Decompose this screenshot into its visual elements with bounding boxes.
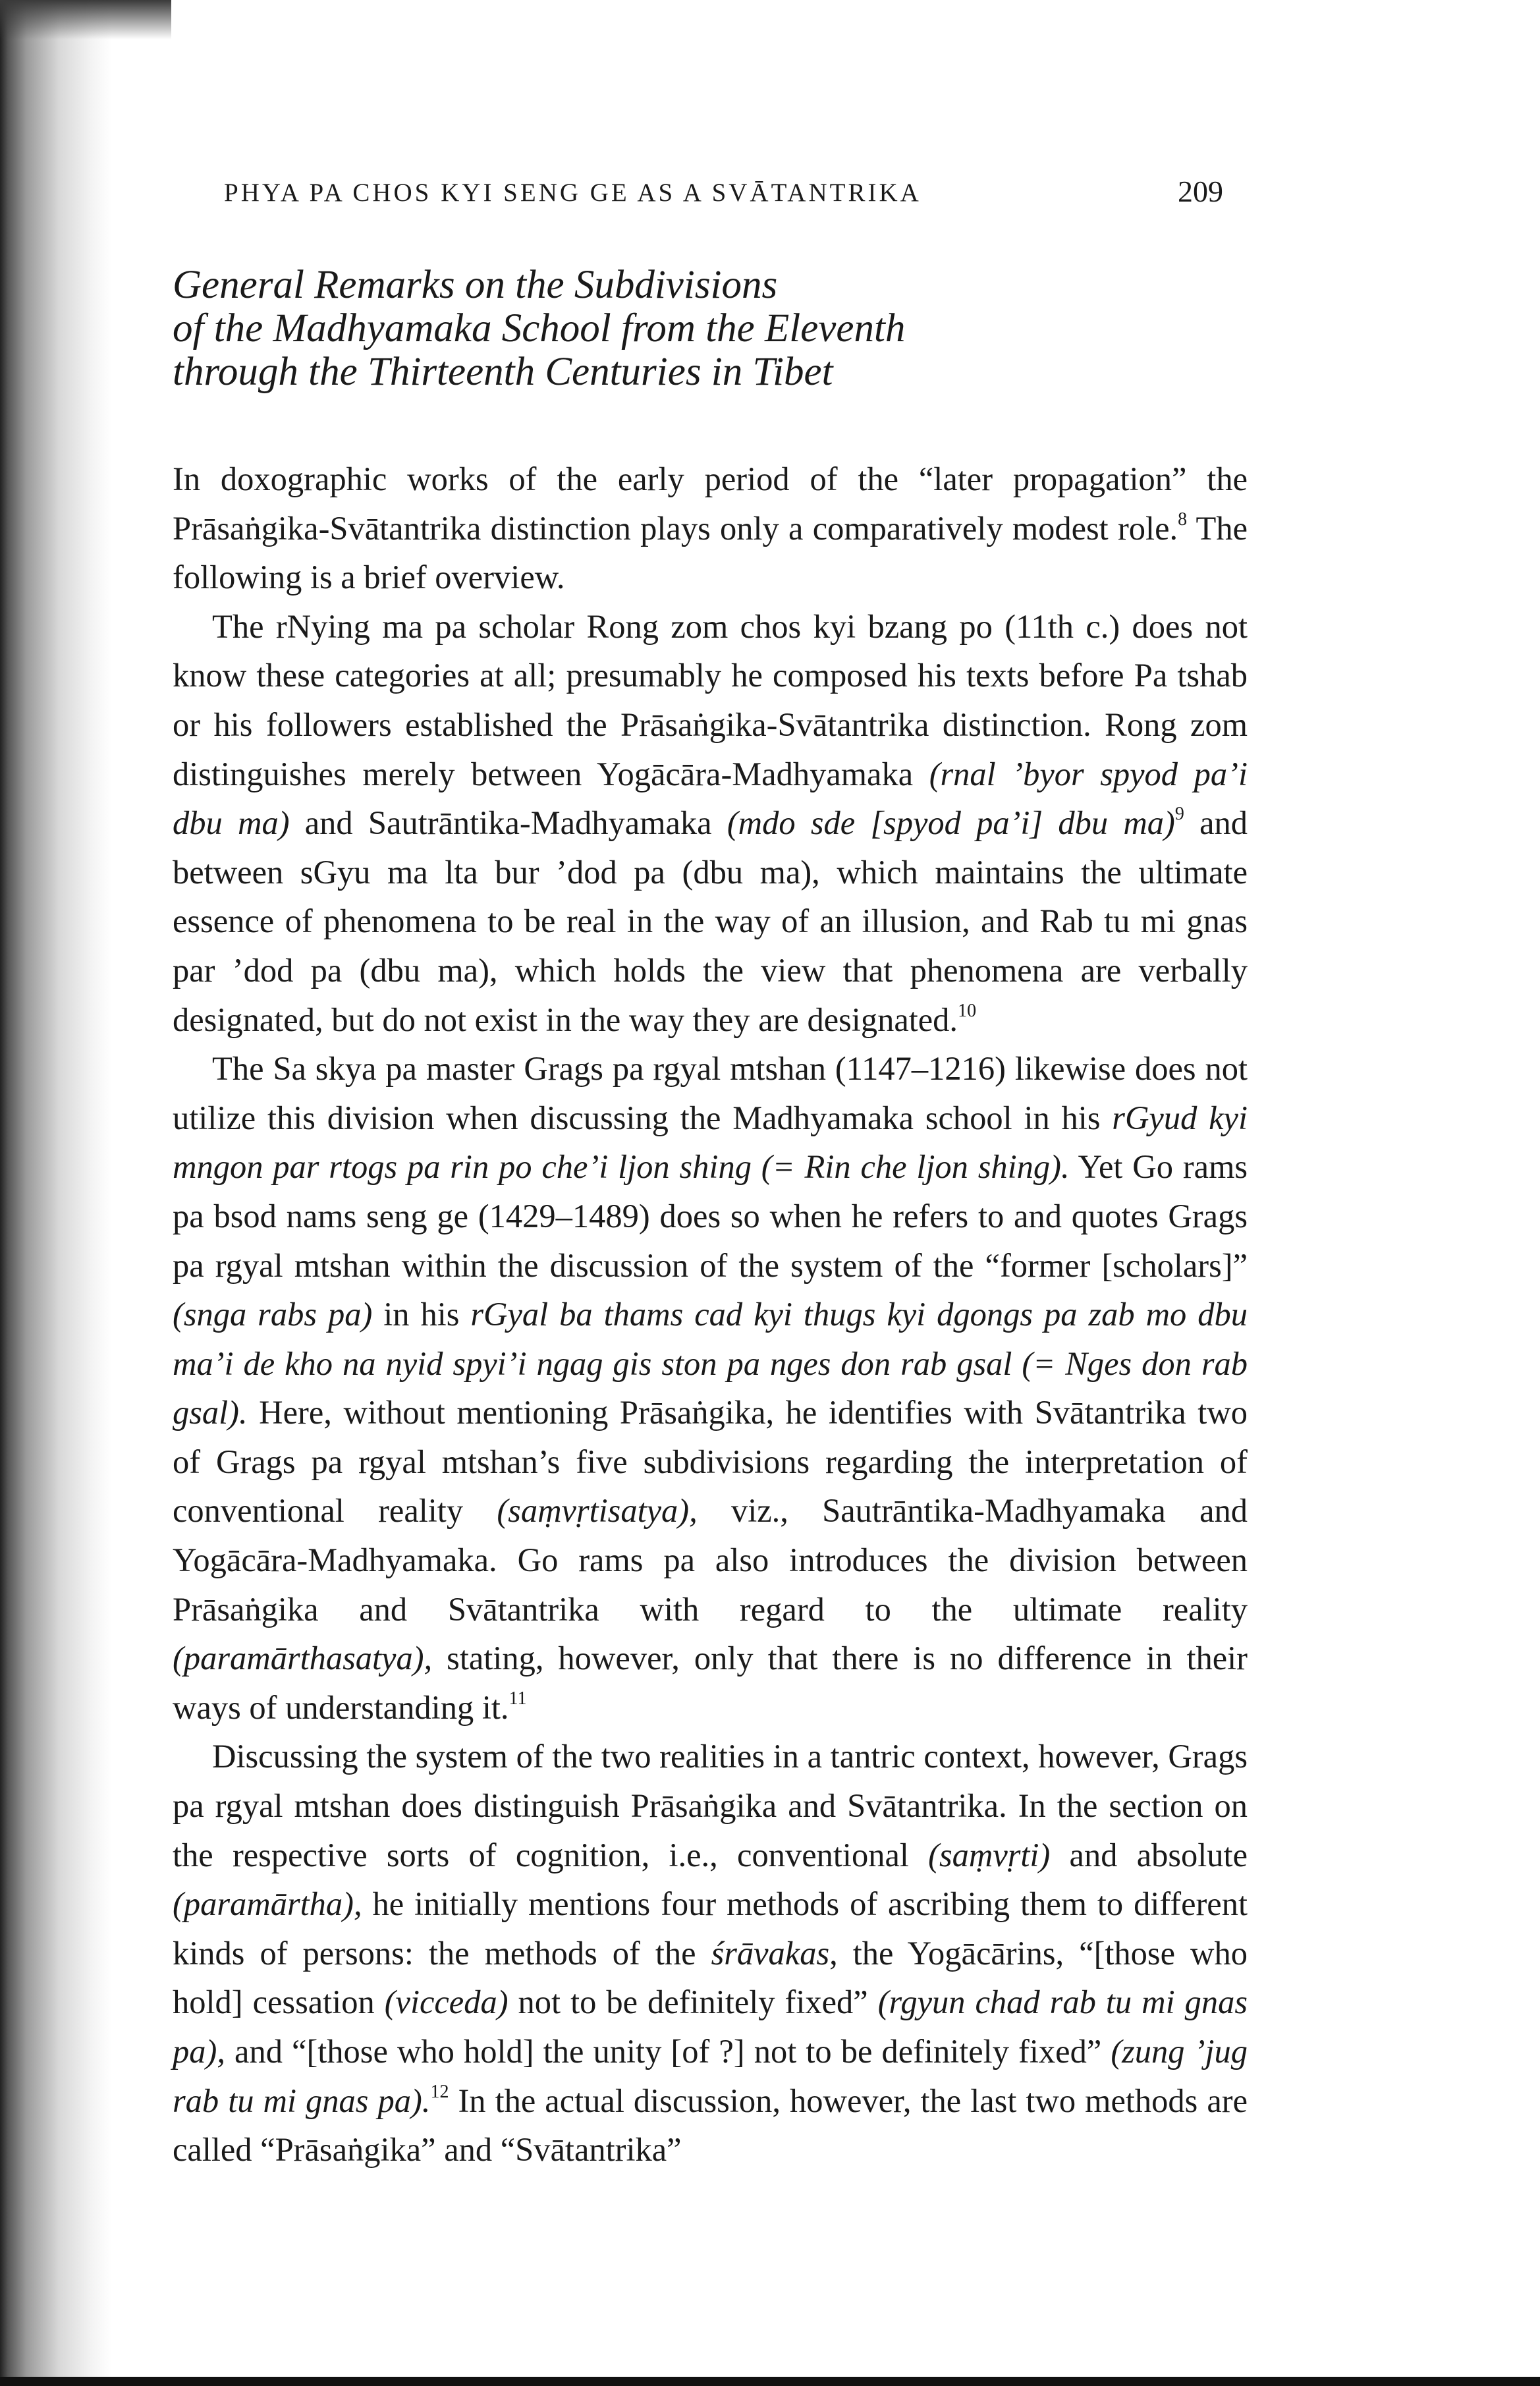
running-head: PHYA PA CHOS KYI SENG GE AS A SVĀTANTRIKA: [224, 179, 921, 207]
italic-text: (saṃvṛti): [928, 1836, 1051, 1873]
text-run: and absolute: [1050, 1836, 1248, 1873]
text-run: Yet Go rams pa bsod nams seng ge (1429–1489) does so when he refers to and quotes Grags pa rgyal mtshan within the discussion of the system of the “former [scholars]”: [173, 1148, 1248, 1284]
text-run: The rNying ma pa scholar Rong zom chos kyi bzang po (11th c.) does not know these categories at all; presumably he composed his texts before Pa tshab or his followers established the Prāsaṅgika-Svātantrika distinction. Rong zom distinguishes merely between Yogācāra-Madhyamaka: [173, 607, 1248, 792]
italic-text: (paramārthasatya),: [173, 1640, 433, 1677]
text-run: in his: [372, 1296, 471, 1333]
italic-text: rGyud kyi mngon par rtogs pa rin po che’i ljon shing (= Rin che ljon shing).: [173, 1099, 1248, 1186]
binding-gutter-shadow: [0, 0, 112, 2386]
text-run: not to be definitely fixed”: [508, 1984, 878, 2021]
scan-corner-shade: [0, 0, 171, 40]
italic-text: (paramārtha),: [173, 1885, 362, 1923]
footnote-marker: 11: [509, 1688, 527, 1709]
paragraph: [173, 1732, 1248, 2174]
scan-bottom-edge: [0, 2377, 1540, 2386]
text-run: stating, however, only that there is no difference in their ways of understanding it.: [173, 1640, 1248, 1726]
section-heading-line: of the Madhyamaka School from the Eleventh: [173, 306, 906, 350]
italic-text: (zung ’jug rab tu mi gnas pa).: [173, 2033, 1248, 2119]
text-run: he initially mentions four methods of ascribing them to different kinds of persons: the methods of the: [173, 1885, 1248, 1972]
text-run: viz., Sautrāntika-Madhyamaka and Yogācāra-Madhyamaka. Go rams pa also introduces the division between Prāsaṅgika and Svātantrika with regard to the ultimate reality: [173, 1492, 1248, 1628]
text-run: and “[those who hold] the unity [of ?] not to be definitely fixed”: [225, 2033, 1111, 2070]
text-run: The following is a brief overview.: [173, 509, 1248, 596]
section-heading-line: through the Thirteenth Centuries in Tibet: [173, 350, 833, 394]
body-text: [173, 455, 1248, 2175]
italic-text: (saṃvṛtisatya),: [497, 1492, 698, 1530]
footnote-marker: 8: [1178, 509, 1188, 530]
footnote-marker: 9: [1174, 804, 1184, 825]
italic-text: (vicceda): [384, 1984, 509, 2021]
text-run: In doxographic works of the early period of the “later propagation” the Prāsaṅgika-Svātantrika distinction plays only a comparatively modest role.: [173, 460, 1248, 547]
text-run: In the actual discussion, however, the last two methods are called “Prāsaṅgika” and “Svātantrika”: [173, 2082, 1248, 2169]
paragraph: [173, 602, 1248, 1044]
footnote-marker: 10: [958, 1000, 977, 1021]
italic-text: (rgyun chad rab tu mi gnas pa),: [173, 1984, 1248, 2070]
italic-text: (snga rabs pa): [173, 1296, 373, 1333]
italic-text: (mdo sde [spyod pa’i] dbu ma): [727, 804, 1175, 842]
italic-text: (rnal ’byor spyod pa’i dbu ma): [173, 755, 1248, 842]
section-heading-line: General Remarks on the Subdivisions: [173, 263, 778, 307]
page-number: 209: [1178, 175, 1223, 208]
text-run: The Sa skya pa master Grags pa rgyal mtshan (1147–1216) likewise does not utilize this division when discussing the Madhyamaka school in his: [173, 1050, 1248, 1136]
italic-text: rGyal ba thams cad kyi thugs kyi dgongs pa zab mo dbu ma’i de kho na nyid spyi’i ngag gis ston pa nges don rab gsal (= Nges don rab gsal).: [173, 1296, 1248, 1431]
footnote-marker: 12: [430, 2081, 449, 2102]
text-run: , the Yogācārins, “[those who hold] cessation: [173, 1934, 1248, 2021]
paragraph: [173, 1044, 1248, 1732]
text-run: and Sautrāntika-Madhyamaka: [289, 804, 727, 842]
italic-text: śrāvakas: [711, 1934, 830, 1972]
section-heading: [173, 264, 1325, 394]
text-run: and between sGyu ma lta bur ’dod pa (dbu ma), which maintains the ultimate essence of phenomena to be real in the way of an illusion, and Rab tu mi gnas par ’dod pa (dbu ma), which holds the view that phenomena are verbally designated, but do not exist in the way they are designated.: [173, 804, 1248, 1038]
paragraph: [173, 455, 1248, 602]
text-run: Here, without mentioning Prāsaṅgika, he identifies with Svātantrika two of Grags pa rgyal mtshan’s five subdivisions regarding the interpretation of conventional reality: [173, 1394, 1248, 1530]
text-run: Discussing the system of the two realities in a tantric context, however, Grags pa rgyal mtshan does distinguish Prāsaṅgika and Svātantrika. In the section on the respective sorts of cognition, i.e., conventional: [173, 1738, 1248, 1873]
